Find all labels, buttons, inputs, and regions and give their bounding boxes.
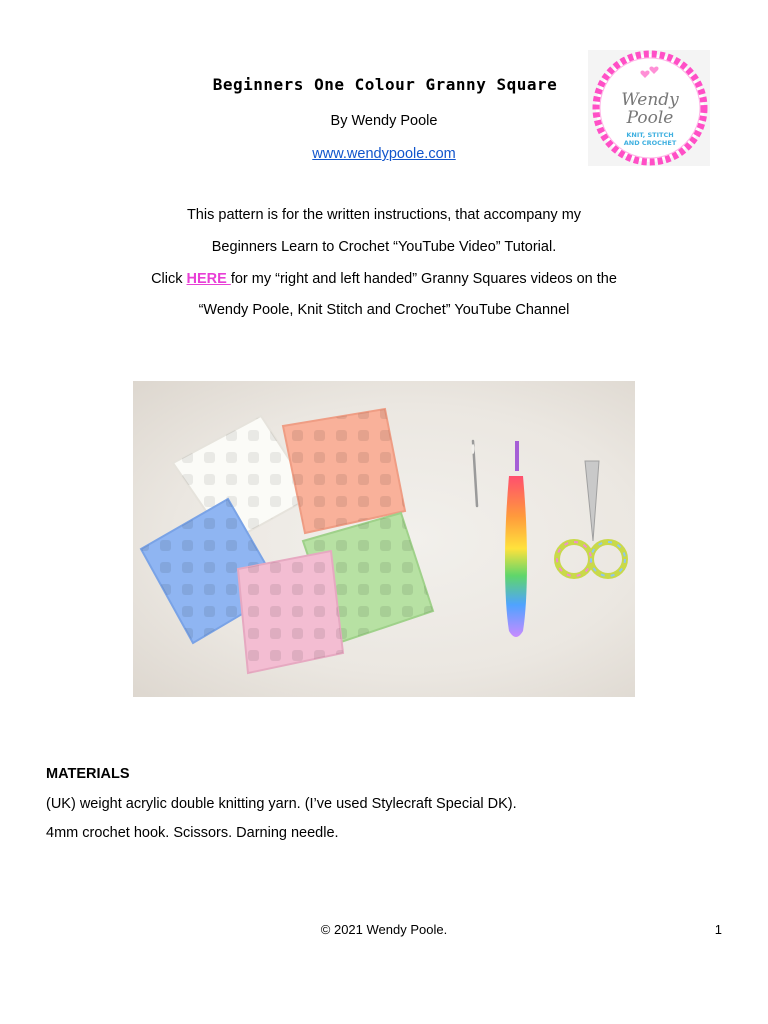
author-line: By Wendy Poole <box>330 113 438 129</box>
logo-line-1: Wendy <box>621 90 679 110</box>
page-title: Beginners One Colour Granny Square <box>212 75 558 94</box>
granny-squares-photo <box>133 381 635 697</box>
copyright-footer: © 2021 Wendy Poole. <box>320 922 448 937</box>
materials-heading: MATERIALS <box>46 766 130 782</box>
intro-line-1: This pattern is for the written instructions, that accompany my <box>186 207 582 223</box>
intro-line-4: “Wendy Poole, Knit Stitch and Crochet” YouTube Channel <box>198 302 570 318</box>
crochet-hook <box>505 441 527 637</box>
logo-line-4: AND CROCHET <box>623 139 677 147</box>
pink-granny-square <box>238 551 343 673</box>
here-link[interactable]: HERE <box>186 271 231 287</box>
darning-needle <box>472 441 478 506</box>
intro-line-3 <box>0 270 768 288</box>
intro-line-3-pre: Click <box>151 271 187 287</box>
peach-granny-square <box>283 409 405 533</box>
wendy-poole-logo <box>588 50 710 166</box>
intro-line-3-post: for my “right and left handed” Granny Squares videos on the <box>230 271 617 287</box>
materials-line-1: (UK) weight acrylic double knitting yarn. (I’ve used Stylecraft Special DK). <box>46 796 517 812</box>
page-number: 1 <box>714 922 722 937</box>
logo-line-2: Poole <box>626 108 674 128</box>
logo-line-3: KNIT, STITCH <box>626 131 674 139</box>
scissors <box>557 461 625 576</box>
materials-line-2: 4mm crochet hook. Scissors. Darning needle. <box>46 825 339 841</box>
website-link[interactable]: www.wendypoole.com <box>312 146 456 162</box>
intro-line-2: Beginners Learn to Crochet “YouTube Video” Tutorial. <box>211 239 557 255</box>
